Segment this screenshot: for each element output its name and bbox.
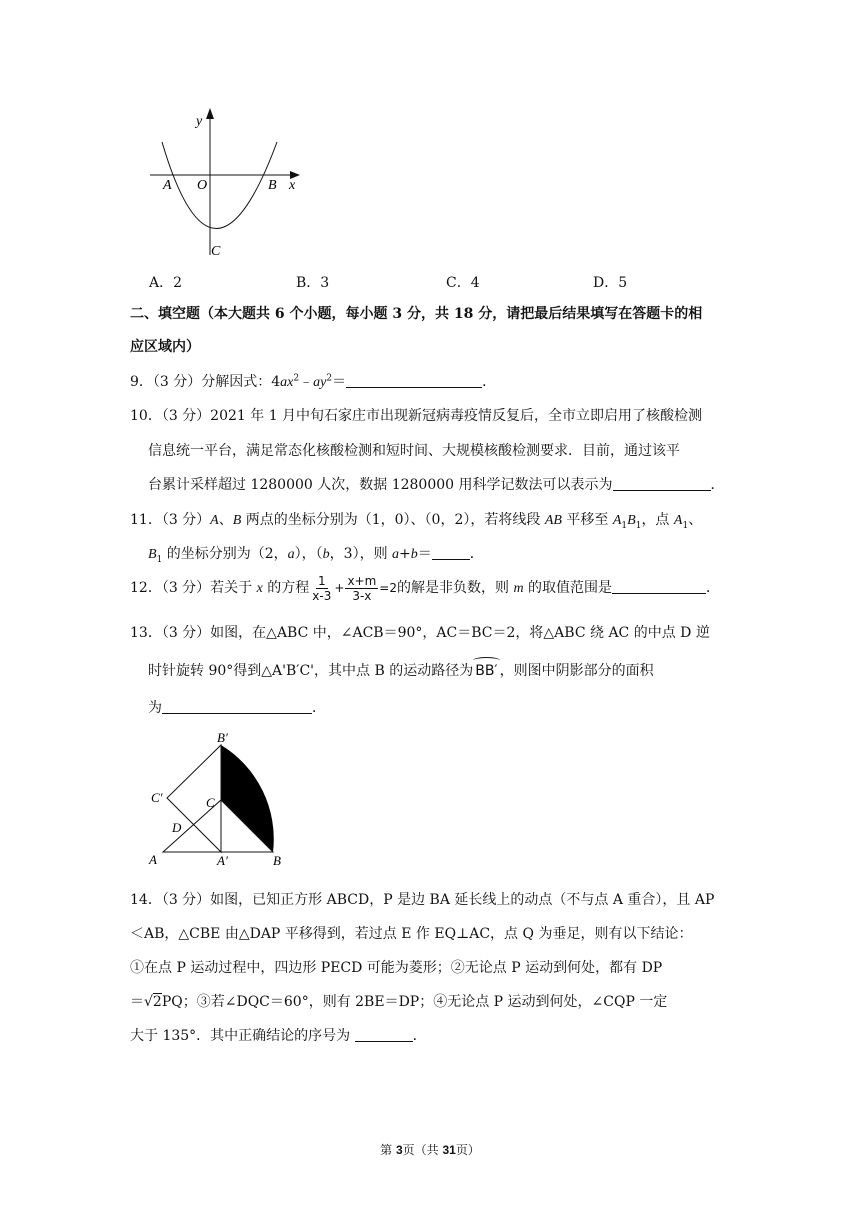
answer-blank[interactable]	[432, 545, 470, 560]
question-11: 11．（3 分）A、B 两点的坐标分别为（1，0）、（0，2），若将线段 AB 平移至 $A_1B_1$，点 $A_1$、	[130, 512, 703, 531]
parabola-curve	[162, 142, 277, 229]
label-d: D	[172, 820, 182, 835]
question-10: 10．（3 分）2021 年 1 月中旬石家庄市出现新冠病毒疫情反复后，全市立即启用了核酸检测	[130, 408, 703, 424]
question-9: 9．（3 分）分解因式：$4ax^2﹣ay^2=$ ．	[130, 373, 497, 390]
fraction-2: $\frac{x+m}{3-x}$	[347, 573, 377, 603]
label-b-prime: B′	[217, 730, 228, 745]
shaded-region	[221, 745, 274, 852]
question-10-line2: 信息统一平台，满足常态化核酸检测和短时间、大规模核酸检测要求．目前，通过该平	[148, 443, 680, 459]
label-x: x	[289, 178, 296, 193]
label-b: B	[273, 853, 281, 868]
section-heading-cont: 应区域内）	[130, 339, 200, 355]
question-13-line3: 为 ．	[148, 700, 326, 716]
question-11-line2: $B_1$ 的坐标分别为（2，a），（b，3），则 a+b＝ ．	[148, 546, 484, 565]
label-c: C	[206, 795, 215, 810]
choice-a: A．2	[149, 275, 183, 291]
answer-blank[interactable]	[162, 699, 312, 714]
question-10-line3: 台累计采样超过 1280000 人次，数据 1280000 用科学记数法可以表示为 ．	[148, 477, 725, 493]
label-o: O	[197, 178, 208, 193]
page-footer: 第 3页（共 31页）	[380, 1143, 480, 1157]
question-14-line5: 大于 135°．其中正确结论的序号为 ．	[130, 1028, 427, 1044]
label-y: y	[196, 114, 203, 129]
question-12: 12．（3 分）若关于 x 的方程 $\frac{1}{x-3}$ + $\frac{x+m}{3-x}$ =2的解是非负数，则 m 的取值范围是 ．	[130, 573, 721, 603]
y-axis-arrow	[206, 108, 214, 119]
label-a-prime: A′	[217, 853, 228, 868]
fraction-1: $\frac{1}{x-3}$	[312, 573, 332, 603]
label-a: A	[163, 178, 172, 193]
question-14-line3: ①在点 P 运动过程中，四边形 PECD 可能为菱形；②无论点 P 运动到何处，都有 DP	[130, 960, 663, 976]
label-c: C	[211, 244, 221, 259]
sqrt-radicand: 2	[152, 994, 162, 1010]
page-number: 3	[395, 1143, 403, 1157]
label-c-prime: C′	[151, 790, 163, 805]
question-14-line4: ＝√2PQ；③若∠DQC＝60°，则有 2BE＝DP；④无论点 P 运动到何处，∠CQP 一定	[130, 994, 668, 1010]
sqrt-symbol: √	[144, 994, 153, 1010]
choice-b: B．3	[296, 275, 330, 291]
answer-blank[interactable]	[346, 373, 482, 388]
question-14-line2: ＜AB，△CBE 由△DAP 平移得到，若过点 E 作 EQ⊥AC，点 Q 为垂足，则有以下结论：	[130, 926, 693, 942]
answer-blank[interactable]	[355, 1027, 413, 1042]
question-13-line2: 时针旋转 90°得到△A'B′C'，其中点 B 的运动路径为 BB′ ，则图中阴影部分的面积	[148, 660, 654, 680]
answer-blank[interactable]	[613, 476, 711, 491]
page-total: 31	[442, 1143, 456, 1157]
rotation-figure	[145, 728, 295, 868]
label-b: B	[268, 178, 277, 193]
choice-c: C．4	[446, 275, 480, 291]
choice-d: D．5	[593, 275, 628, 291]
question-13: 13．（3 分）如图，在△ABC 中，∠ACB＝90°，AC＝BC＝2，将△ABC 绕 AC 的中点 D 逆	[130, 625, 710, 641]
parabola-figure	[145, 105, 310, 260]
label-a: A	[149, 852, 157, 867]
question-14: 14．（3 分）如图，已知正方形 ABCD，P 是边 BA 延长线上的动点（不与点 A 重合），且 AP	[130, 892, 715, 908]
section-heading: 二、填空题（本大题共 6 个小题，每小题 3 分，共 18 分，请把最后结果填写在答题卡的相	[130, 306, 703, 322]
answer-blank[interactable]	[612, 579, 706, 594]
arc-notation: BB′	[473, 663, 499, 679]
